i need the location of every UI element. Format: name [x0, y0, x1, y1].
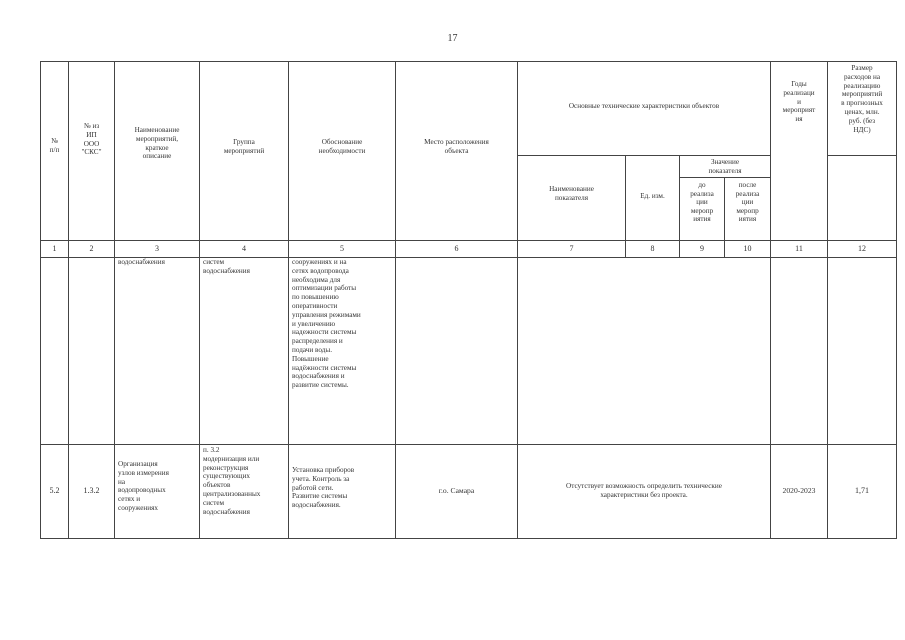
col-divider-3: [199, 61, 200, 539]
col-divider-10: [770, 61, 771, 539]
header-value-after: после реализа ции меропр иятия: [735, 181, 760, 224]
table-bottom-border: [40, 538, 897, 539]
row-years: 2020-2023: [782, 486, 816, 495]
col-number-11: 11: [795, 244, 803, 253]
row-activity-group: п. 3.2 модернизация или реконструкция существующих объектов централизованных систем водоснабжения: [203, 446, 261, 516]
header-value-before: до реализа ции меропр иятия: [690, 181, 714, 224]
header-years: Годы реализаци и мероприят ия: [782, 80, 816, 124]
row-costs: 1,71: [855, 486, 869, 495]
row-activity-name: Организация узлов измерения на водопроводных сетях и сооружениях: [118, 460, 169, 512]
header-unit: Ед. изм.: [640, 192, 665, 200]
col-number-4: 4: [242, 244, 246, 253]
row-justification: Установка приборов учета. Контроль за работой сети. Развитие системы водоснабжения.: [292, 466, 355, 510]
table-top-border: [40, 61, 897, 62]
col-number-5: 5: [340, 244, 344, 253]
cont-activity-name: водоснабжения: [118, 258, 165, 266]
col-number-3: 3: [155, 244, 159, 253]
header-indicator-value: Значение показателя: [708, 158, 742, 175]
row-location: г.о. Самара: [438, 486, 475, 495]
header-justification: Обоснование необходимости: [318, 138, 366, 155]
col-divider-7: [625, 155, 626, 257]
header-bottom-line: [40, 240, 897, 241]
header-num: № п/п: [49, 137, 60, 154]
header-costs: Размер расходов на реализацию мероприятий в прогнозных ценах, млн. руб. (без НДС): [841, 64, 883, 134]
c12-divider-line: [827, 155, 897, 156]
col-number-10: 10: [743, 244, 752, 253]
row-num: 5.2: [49, 486, 60, 495]
row-tech-note: Отсутствует возможность определить технические характеристики без проекта.: [566, 482, 722, 499]
row-ip-num: 1.3.2: [83, 486, 100, 495]
tech-subheader-line: [517, 155, 770, 156]
cont-justification: сооружениях и на сетях водопровода необходима для оптимизации работы по повышению оперативности управления режимами и увеличению надежности системы распределения и подачи воды. Повышение надёжности системы водоснабжения и развитие системы.: [292, 258, 361, 390]
header-ip-num: № из ИП ООО "СКС": [81, 122, 102, 157]
col-divider-6: [517, 61, 518, 539]
row-separator-line: [40, 444, 897, 445]
col-number-12: 12: [858, 244, 866, 253]
col-number-2: 2: [89, 244, 94, 253]
header-tech-characteristics: Основные технические характеристики объектов: [568, 102, 720, 110]
header-activity-group: Группа мероприятий: [223, 138, 265, 155]
table-right-border: [896, 61, 897, 539]
header-location: Место расположения объекта: [424, 138, 489, 155]
col-number-8: 8: [650, 244, 655, 253]
col-number-7: 7: [569, 244, 574, 253]
col-divider-4: [288, 61, 289, 539]
col-divider-5: [395, 61, 396, 539]
header-activity-name: Наименование мероприятий, краткое описание: [134, 126, 180, 161]
col-number-1: 1: [52, 244, 57, 253]
header-indicator-name: Наименование показателя: [549, 185, 594, 202]
col-number-9: 9: [700, 244, 704, 253]
col-number-6: 6: [454, 244, 459, 253]
table-left-border: [40, 61, 41, 539]
page-number: 17: [447, 33, 458, 44]
cont-activity-group: систем водоснабжения: [203, 258, 250, 275]
